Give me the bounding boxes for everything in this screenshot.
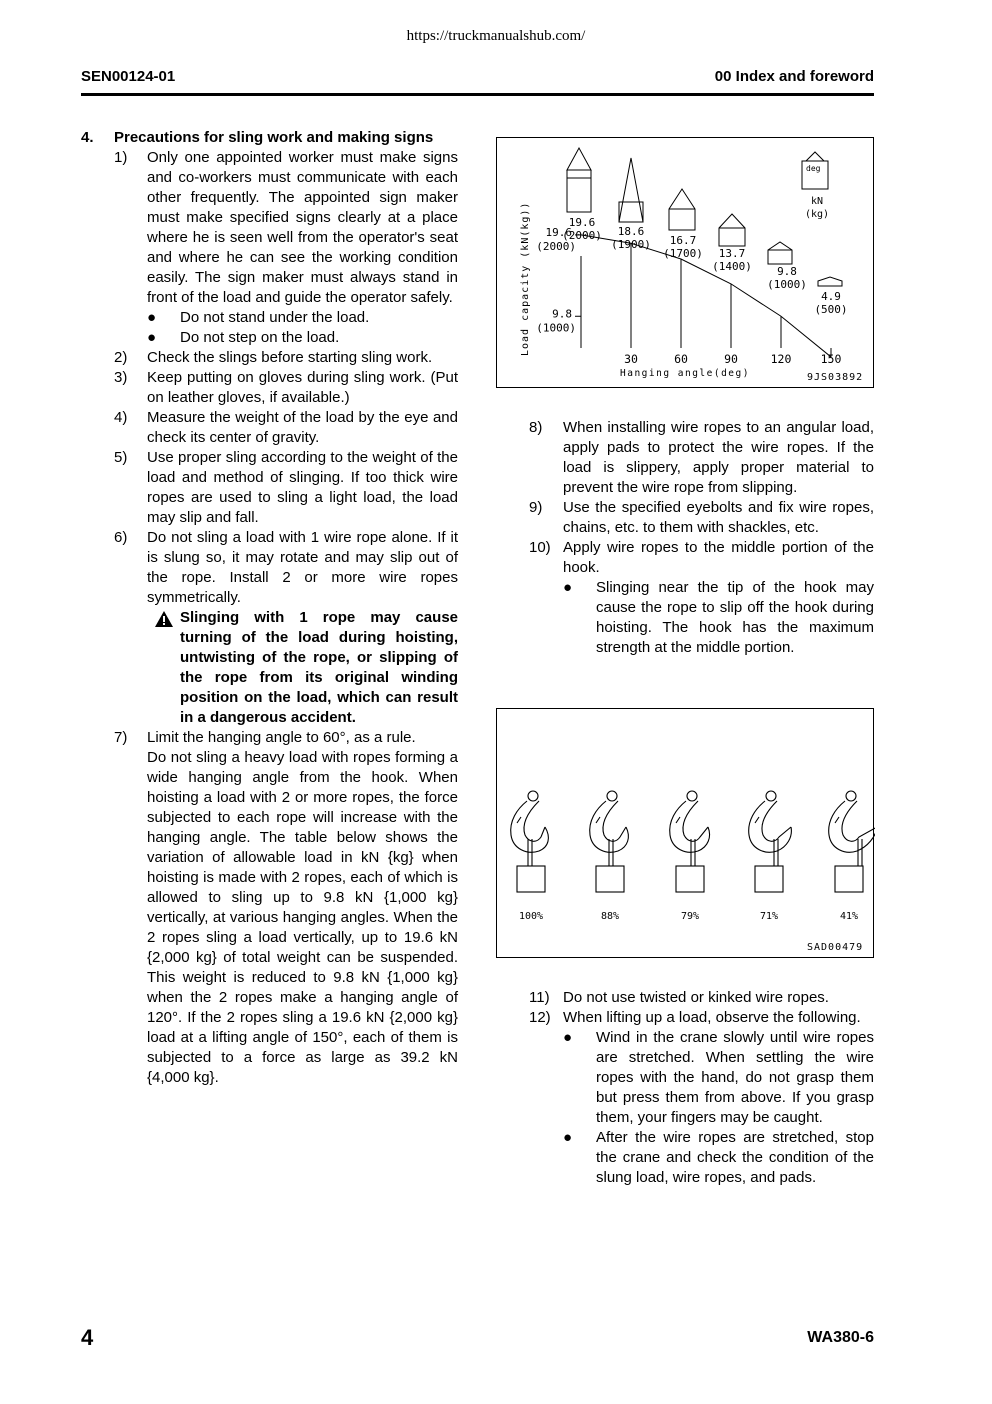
load-150deg-icon (818, 277, 842, 286)
point-value-label: 9.8 (777, 265, 797, 278)
item-text: When installing wire ropes to an angular load, apply pads to protect the wire ropes. If the load is slippery, apply proper material to prevent the wire rope from slipping. (563, 419, 874, 496)
bullet-item (81, 328, 458, 348)
x-tick-label: 120 (770, 352, 792, 366)
legend-kn: kN (811, 196, 824, 207)
hook-strength-figure (496, 708, 874, 958)
y-tick-kg: (2000) (536, 239, 576, 253)
list-item (81, 448, 458, 528)
right-column-top (529, 418, 874, 658)
list-item (529, 538, 874, 578)
point-value-label: 13.7 (718, 247, 746, 260)
hook-icon (829, 791, 875, 892)
list-item (81, 528, 458, 608)
bullet-item (81, 308, 458, 328)
bullet-icon: ● (563, 1029, 573, 1046)
point-kg-label: (1900) (611, 238, 651, 251)
list-item (529, 988, 874, 1008)
bullet-item (529, 1028, 874, 1128)
point-kg-label: (500) (814, 303, 848, 316)
x-tick-label: 30 (624, 352, 638, 366)
left-column (81, 128, 458, 1088)
point-kg-label: (1000) (767, 278, 807, 291)
item-text: Only one appointed worker must make signs and co-workers must communicate with each other frequently. The appointed sign maker must make specified signs clearly at a place where he is seen well from the operator's seat and where he can see the working condition easily. The sign maker must always stand in front of the load and guide the operator safely. (147, 149, 458, 306)
item-text: Apply wire ropes to the middle portion of the hook. (563, 539, 874, 576)
list-item (529, 498, 874, 538)
warning-text: Slinging with 1 rope may cause turning of the load during hoisting, untwisting of the rope, or slipping of the rope from its original winding position on the load, which can result in a dangerous accident. (180, 609, 458, 726)
load-0deg-icon (567, 148, 591, 212)
x-axis-label: Hanging angle(deg) (620, 368, 750, 379)
load-120deg-icon (768, 242, 792, 264)
list-item-continuation (81, 748, 458, 1088)
hook-icon (670, 791, 710, 892)
legend-angle-icon (806, 152, 824, 161)
point-kg-label: (1400) (712, 260, 752, 273)
right-column-bottom (529, 988, 874, 1188)
point-value-label: 18.6 (617, 225, 645, 238)
item-text: Keep putting on gloves during sling work. (Put on leather gloves, if available.) (147, 369, 458, 406)
legend-kg: (kg) (805, 209, 830, 220)
item-number: 4) (114, 409, 128, 426)
hook-icon (749, 791, 792, 892)
list-item (81, 348, 458, 368)
hook-icon (590, 791, 629, 892)
figure-code: 9JS03892 (807, 372, 864, 383)
bullet-icon: ● (563, 579, 573, 596)
item-number: 12) (529, 1009, 551, 1026)
bullet-icon: ● (147, 309, 157, 326)
item-number: 6) (114, 529, 128, 546)
item-text: Do not sling a heavy load with ropes forming a wide hanging angle from the hook. When hoisting a load with 2 or more ropes, the force subjected to each rope will increase with the hanging angle. The table below shows the variation of allowable load in kN {kg} when hoisting is made with 2 ropes, each of which is allowed to sling up to 9.8 kN {1,000 kg} vertically, at various hanging angles. When the 2 ropes sling a load vertically, up to 19.6 kN {2,000 kg} of total weight can be suspended. This weight is reduced to 9.8 kN {1,000 kg} when the 2 ropes make a hanging angle of 120°. If the 2 ropes sling a 19.6 kN {2,000 kg} load at a lifting angle of 150°, each of them is subjected to a force as large as 39.2 kN {4,000 kg}. (147, 749, 458, 1086)
item-text: Limit the hanging angle to 60°, as a rule. (147, 729, 416, 746)
hook-icon (511, 791, 549, 892)
x-tick-label: 90 (724, 352, 738, 366)
point-value-label: 19.6 (568, 216, 596, 229)
load-capacity-figure (496, 137, 874, 388)
load-90deg-icon (719, 214, 745, 246)
y-axis-label: Load capacity (kN(kg)) (520, 201, 531, 356)
source-url: https://truckmanualshub.com/ (406, 28, 586, 44)
item-number: 1) (114, 149, 128, 166)
item-text: Use proper sling according to the weight of the load and method of slinging. If too thick wire ropes are used to sling a light load, the load may slip and fall. (147, 449, 458, 526)
percent-label: 79% (680, 911, 700, 922)
list-item (81, 728, 458, 748)
item-number: 2) (114, 349, 128, 366)
item-number: 7) (114, 729, 128, 746)
percent-label: 100% (518, 911, 544, 922)
y-tick-label: 9.8 (552, 307, 572, 321)
bullet-text: After the wire ropes are stretched, stop the crane and check the condition of the slung load, wire ropes, and pads. (596, 1129, 874, 1186)
item-number: 11) (529, 989, 550, 1006)
item-text: Use the specified eyebolts and fix wire ropes, chains, etc. to them with shackles, etc. (563, 499, 874, 536)
bullet-icon: ● (563, 1129, 573, 1146)
list-item (81, 148, 458, 308)
bullet-text: Wind in the crane slowly until wire ropes are stretched. When settling the wire ropes with the hand, do not grasp them but press them from above. If you grasp them, your fingers may be caught. (596, 1029, 874, 1126)
hook-diagram (497, 709, 875, 959)
load-30deg-icon (619, 158, 643, 222)
item-text: When lifting up a load, observe the following. (563, 1009, 861, 1026)
section-heading (81, 128, 458, 148)
item-number: 5) (114, 449, 128, 466)
x-tick-label: 60 (674, 352, 688, 366)
list-item (529, 418, 874, 498)
point-value-label: 4.9 (821, 290, 841, 303)
item-text: Do not sling a load with 1 wire rope alone. If it is slung so, it may rotate and may slip out of the rope. Install 2 or more wire ropes symmetrically. (147, 529, 458, 606)
item-number: 3) (114, 369, 128, 386)
list-item (529, 1008, 874, 1028)
item-number: 8) (529, 419, 543, 436)
point-value-label: 16.7 (669, 234, 697, 247)
section-number: 4. (81, 129, 94, 146)
item-number: 9) (529, 499, 543, 516)
bullet-text: Slinging near the tip of the hook may cause the rope to slip off the hook during hoisting. The hook has the maximum strength at the middle portion. (596, 579, 874, 656)
header-rule (81, 93, 874, 96)
warning-icon (155, 611, 173, 627)
bullet-icon: ● (147, 329, 157, 346)
point-kg-label: (1700) (663, 247, 703, 260)
warning-block (81, 608, 458, 728)
list-item (81, 408, 458, 448)
percent-label: 88% (600, 911, 620, 922)
percent-label: 71% (759, 911, 779, 922)
item-text: Do not use twisted or kinked wire ropes. (563, 989, 829, 1006)
point-kg-label: (2000) (562, 229, 602, 242)
load-shape-icons (567, 148, 842, 286)
load-capacity-chart (497, 138, 875, 389)
document-code: SEN00124-01 (81, 68, 176, 85)
bullet-text: Do not step on the load. (180, 329, 340, 346)
list-item (81, 368, 458, 408)
section-title: 00 Index and foreword (714, 68, 874, 85)
model-name: WA380-6 (807, 1329, 874, 1346)
bullet-text: Do not stand under the load. (180, 309, 370, 326)
page-number: 4 (81, 1325, 94, 1350)
capacity-curve (581, 235, 831, 357)
legend-deg: deg (806, 164, 821, 173)
section-heading-text: Precautions for sling work and making signs (114, 129, 434, 146)
bullet-item (529, 578, 874, 658)
percent-label: 41% (839, 911, 859, 922)
item-number: 10) (529, 539, 551, 556)
item-text: Measure the weight of the load by the eye and check its center of gravity. (147, 409, 458, 446)
y-tick-kg: (1000) (536, 321, 576, 335)
y-tick-label: 19.6 (545, 225, 572, 239)
bullet-item (529, 1128, 874, 1188)
x-tick-label: 150 (820, 352, 842, 366)
item-text: Check the slings before starting sling work. (147, 349, 433, 366)
figure-code: SAD00479 (807, 942, 864, 953)
load-60deg-icon (669, 189, 695, 230)
